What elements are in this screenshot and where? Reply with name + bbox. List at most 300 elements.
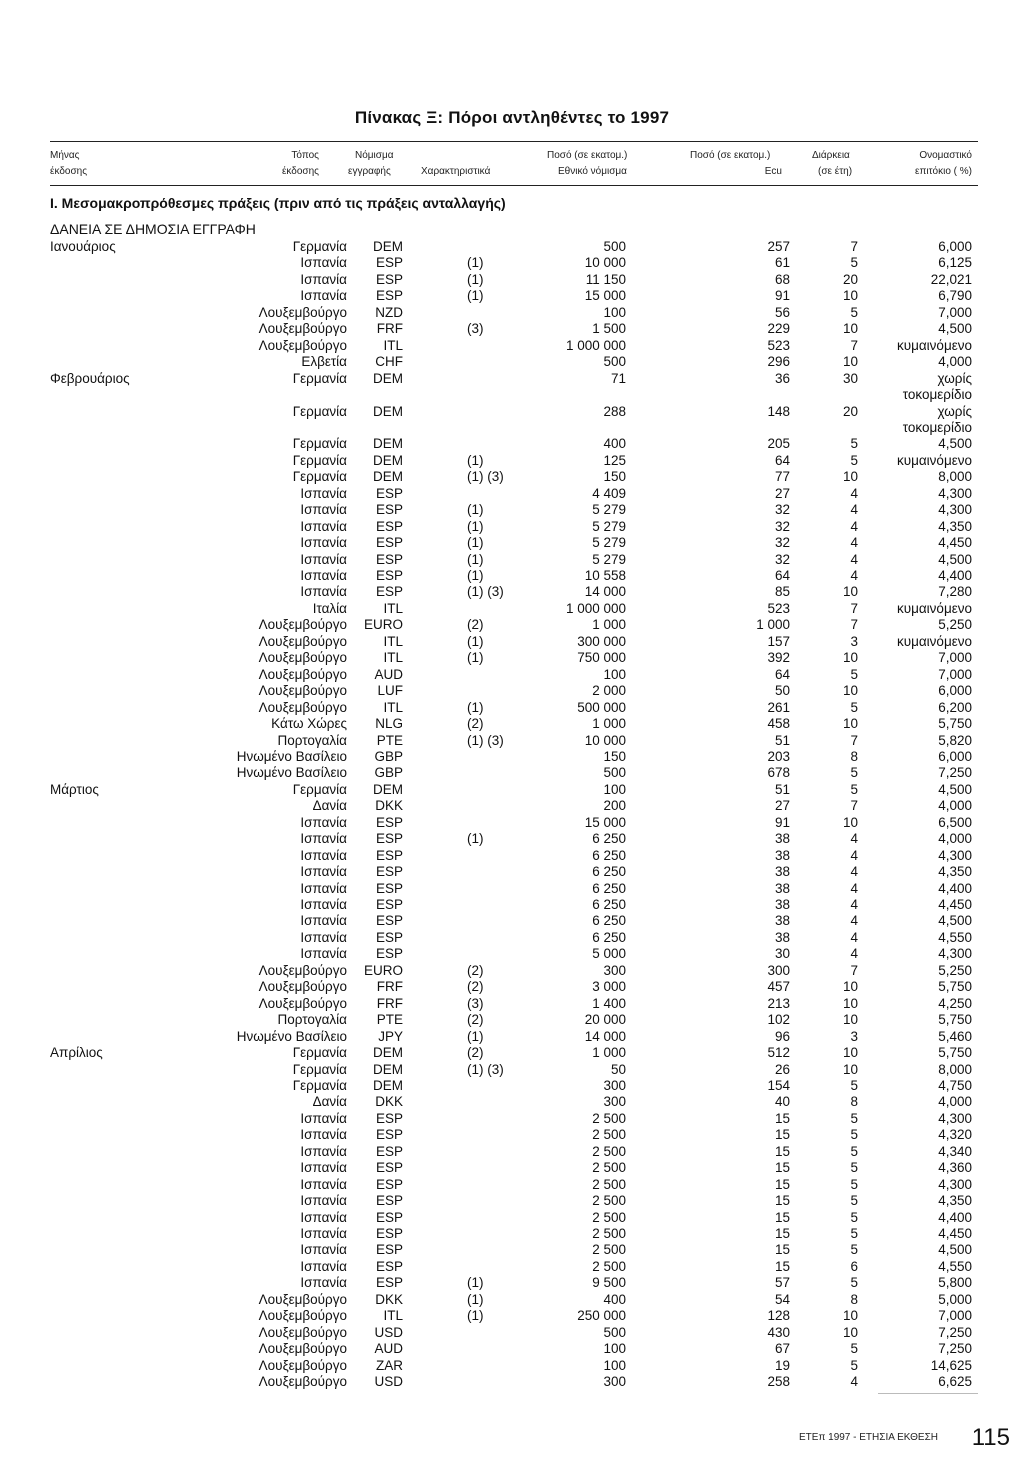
characteristics-cell: (1) bbox=[467, 1275, 484, 1291]
duration-cell: 5 bbox=[850, 1127, 858, 1143]
national-amount-cell: 500 bbox=[603, 239, 626, 254]
rate-cell: 4,450 bbox=[938, 897, 972, 912]
rate-cell: 5,750 bbox=[938, 716, 972, 732]
ecu-amount-cell: 38 bbox=[774, 929, 790, 945]
duration-cell: 8 bbox=[850, 1291, 858, 1307]
ecu-amount-cell: 523 bbox=[767, 337, 790, 353]
table-row bbox=[0, 453, 1024, 469]
characteristics-cell: (1) (3) bbox=[467, 732, 504, 748]
national-amount-cell: 300 000 bbox=[577, 633, 626, 649]
country-cell: Ισπανία bbox=[300, 814, 347, 830]
duration-cell: 7 bbox=[850, 239, 858, 254]
table-row bbox=[0, 913, 1024, 929]
rate-cell: 4,300 bbox=[938, 1110, 972, 1126]
rate-cell: 4,500 bbox=[938, 913, 972, 929]
currency-cell: ESP bbox=[375, 1110, 403, 1126]
currency-cell: DEM bbox=[373, 1045, 403, 1061]
duration-cell: 10 bbox=[842, 1308, 858, 1324]
currency-cell: ESP bbox=[375, 1160, 403, 1176]
characteristics-cell: (2) bbox=[467, 1012, 484, 1028]
characteristics-cell: (2) bbox=[467, 617, 484, 633]
characteristics-cell: (1) bbox=[467, 271, 484, 287]
national-amount-cell: 5 279 bbox=[592, 518, 626, 534]
country-cell: Ισπανία bbox=[300, 929, 347, 945]
national-amount-cell: 500 bbox=[603, 1324, 626, 1340]
currency-cell: ITL bbox=[383, 699, 403, 715]
currency-cell: DEM bbox=[373, 1077, 403, 1093]
duration-cell: 7 bbox=[850, 962, 858, 978]
rate-cell: 4,750 bbox=[938, 1077, 972, 1093]
duration-cell: 7 bbox=[850, 617, 858, 633]
country-cell: Ισπανία bbox=[300, 847, 347, 863]
national-amount-cell: 2 500 bbox=[592, 1176, 626, 1192]
national-amount-cell: 750 000 bbox=[577, 650, 626, 666]
currency-cell: ITL bbox=[383, 337, 403, 353]
currency-cell: DEM bbox=[373, 452, 403, 468]
currency-cell: ESP bbox=[375, 880, 403, 896]
rate-cell: 4,500 bbox=[938, 781, 972, 797]
national-amount-cell: 5 279 bbox=[592, 502, 626, 518]
table-row bbox=[0, 716, 1024, 732]
rate-cell: τοκομερίδιο bbox=[902, 387, 972, 403]
ecu-amount-cell: 38 bbox=[774, 913, 790, 929]
rate-cell: 4,550 bbox=[938, 1258, 972, 1274]
rate-cell: 8,000 bbox=[938, 1061, 972, 1077]
header-rate-1: Ονομαστικό bbox=[919, 150, 972, 161]
ecu-amount-cell: 51 bbox=[774, 732, 790, 748]
characteristics-cell: (1) bbox=[467, 551, 484, 567]
national-amount-cell: 2 500 bbox=[592, 1127, 626, 1143]
currency-cell: JPY bbox=[378, 1028, 403, 1044]
ecu-amount-cell: 15 bbox=[774, 1110, 790, 1126]
rate-cell: 4,400 bbox=[938, 1209, 972, 1225]
duration-cell: 8 bbox=[850, 748, 858, 764]
currency-cell: ITL bbox=[383, 1308, 403, 1324]
country-cell: Ισπανία bbox=[300, 502, 347, 518]
currency-cell: ITL bbox=[383, 600, 403, 616]
table-row bbox=[0, 420, 1024, 436]
currency-cell: DEM bbox=[373, 469, 403, 485]
duration-cell: 4 bbox=[850, 929, 858, 945]
currency-cell: EURO bbox=[363, 617, 403, 633]
ecu-amount-cell: 26 bbox=[774, 1061, 790, 1077]
duration-cell: 20 bbox=[842, 403, 858, 419]
currency-cell: CHF bbox=[375, 354, 403, 370]
table-row bbox=[0, 1094, 1024, 1110]
table-row bbox=[0, 584, 1024, 600]
ecu-amount-cell: 38 bbox=[774, 897, 790, 912]
rate-cell: τοκομερίδιο bbox=[902, 419, 972, 435]
duration-cell: 7 bbox=[850, 337, 858, 353]
country-cell: Γερμανία bbox=[292, 370, 347, 386]
country-cell: Λουξεμβούργο bbox=[258, 650, 347, 666]
characteristics-cell: (3) bbox=[467, 995, 484, 1011]
ecu-amount-cell: 64 bbox=[774, 568, 790, 583]
rate-cell: 4,360 bbox=[938, 1160, 972, 1176]
ecu-amount-cell: 91 bbox=[774, 814, 790, 830]
duration-cell: 10 bbox=[842, 650, 858, 666]
table-row bbox=[0, 1210, 1024, 1226]
currency-cell: LUF bbox=[377, 683, 403, 699]
table-row bbox=[0, 371, 1024, 387]
characteristics-cell: (1) bbox=[467, 699, 484, 715]
rate-cell: 4,300 bbox=[938, 502, 972, 518]
currency-cell: FRF bbox=[376, 979, 403, 995]
ecu-amount-cell: 128 bbox=[767, 1308, 790, 1324]
table-row bbox=[0, 436, 1024, 452]
table-row bbox=[0, 733, 1024, 749]
national-amount-cell: 6 250 bbox=[592, 913, 626, 929]
national-amount-cell: 1 000 000 bbox=[565, 337, 626, 353]
duration-cell: 10 bbox=[842, 716, 858, 732]
ecu-amount-cell: 15 bbox=[774, 1127, 790, 1143]
table-row bbox=[0, 1374, 1024, 1390]
country-cell: Γερμανία bbox=[292, 1077, 347, 1093]
national-amount-cell: 100 bbox=[603, 781, 626, 797]
duration-cell: 5 bbox=[850, 1143, 858, 1159]
national-amount-cell: 100 bbox=[603, 1341, 626, 1357]
table-row bbox=[0, 1012, 1024, 1028]
table-row bbox=[0, 996, 1024, 1012]
country-cell: Ισπανία bbox=[300, 1193, 347, 1209]
rate-cell: 5,000 bbox=[938, 1291, 972, 1307]
month-cell: Φεβρουάριος bbox=[50, 370, 130, 386]
characteristics-cell: (2) bbox=[467, 979, 484, 995]
currency-cell: PTE bbox=[376, 1012, 403, 1028]
table-row bbox=[0, 404, 1024, 420]
national-amount-cell: 6 250 bbox=[592, 897, 626, 912]
duration-cell: 4 bbox=[850, 897, 858, 912]
footer-text: ΕΤΕπ 1997 - ΕΤΗΣΙΑ ΕΚΘΕΣΗ bbox=[799, 1432, 938, 1443]
duration-cell: 10 bbox=[842, 979, 858, 995]
table-row bbox=[0, 519, 1024, 535]
national-amount-cell: 288 bbox=[603, 403, 626, 419]
ecu-amount-cell: 32 bbox=[774, 502, 790, 518]
national-amount-cell: 500 000 bbox=[577, 699, 626, 715]
rate-cell: 5,460 bbox=[938, 1028, 972, 1044]
currency-cell: GBP bbox=[374, 748, 403, 764]
duration-cell: 4 bbox=[850, 485, 858, 501]
country-cell: Ηνωμένο Βασίλειο bbox=[236, 748, 347, 764]
national-amount-cell: 10 558 bbox=[584, 568, 626, 583]
country-cell: Λουξεμβούργο bbox=[258, 617, 347, 633]
ecu-amount-cell: 68 bbox=[774, 271, 790, 287]
rate-cell: κυμαινόμενο bbox=[896, 337, 972, 353]
duration-cell: 5 bbox=[850, 304, 858, 320]
rate-cell: 7,250 bbox=[938, 1324, 972, 1340]
table-row bbox=[0, 1292, 1024, 1308]
header-place-1: Τόπος bbox=[291, 150, 319, 161]
currency-cell: ESP bbox=[375, 946, 403, 962]
rate-cell: 4,400 bbox=[938, 880, 972, 896]
duration-cell: 7 bbox=[850, 600, 858, 616]
duration-cell: 10 bbox=[842, 814, 858, 830]
table-row bbox=[0, 700, 1024, 716]
table-row bbox=[0, 601, 1024, 617]
rate-cell: 4,000 bbox=[938, 354, 972, 370]
table-row bbox=[0, 617, 1024, 633]
rate-cell: 7,250 bbox=[938, 765, 972, 781]
characteristics-cell: (1) bbox=[467, 1028, 484, 1044]
ecu-amount-cell: 57 bbox=[774, 1275, 790, 1291]
ecu-amount-cell: 457 bbox=[767, 979, 790, 995]
duration-cell: 10 bbox=[842, 1045, 858, 1061]
table-row bbox=[0, 1160, 1024, 1176]
table-row bbox=[0, 881, 1024, 897]
currency-cell: ESP bbox=[375, 518, 403, 534]
currency-cell: DKK bbox=[375, 1094, 403, 1110]
duration-cell: 10 bbox=[842, 354, 858, 370]
characteristics-cell: (1) (3) bbox=[467, 1061, 504, 1077]
country-cell: Ισπανία bbox=[300, 1143, 347, 1159]
table-row bbox=[0, 634, 1024, 650]
ecu-amount-cell: 678 bbox=[767, 765, 790, 781]
currency-cell: ESP bbox=[375, 1127, 403, 1143]
rate-cell: 4,300 bbox=[938, 946, 972, 962]
table-row bbox=[0, 486, 1024, 502]
national-amount-cell: 150 bbox=[603, 469, 626, 485]
rate-cell: 5,750 bbox=[938, 1045, 972, 1061]
ecu-amount-cell: 32 bbox=[774, 535, 790, 551]
currency-cell: ESP bbox=[375, 864, 403, 880]
ecu-amount-cell: 430 bbox=[767, 1324, 790, 1340]
national-amount-cell: 10 000 bbox=[584, 255, 626, 271]
header-month-2: έκδοσης bbox=[50, 166, 88, 177]
rate-cell: 6,625 bbox=[938, 1374, 972, 1390]
duration-cell: 4 bbox=[850, 551, 858, 567]
rate-cell: 4,350 bbox=[938, 1193, 972, 1209]
characteristics-cell: (1) bbox=[467, 831, 484, 847]
country-cell: Ισπανία bbox=[300, 1110, 347, 1126]
rate-cell: 7,280 bbox=[938, 584, 972, 600]
header-place-2: έκδοσης bbox=[281, 166, 319, 177]
ecu-amount-cell: 15 bbox=[774, 1209, 790, 1225]
duration-cell: 4 bbox=[850, 880, 858, 896]
table-row bbox=[0, 1144, 1024, 1160]
national-amount-cell: 6 250 bbox=[592, 880, 626, 896]
duration-cell: 7 bbox=[850, 798, 858, 814]
table-row bbox=[0, 979, 1024, 995]
ecu-amount-cell: 1 000 bbox=[756, 617, 790, 633]
table-row bbox=[0, 272, 1024, 288]
country-cell: Ισπανία bbox=[300, 584, 347, 600]
rate-cell: 6,125 bbox=[938, 255, 972, 271]
duration-cell: 5 bbox=[850, 1176, 858, 1192]
country-cell: Πορτογαλία bbox=[277, 1012, 347, 1028]
national-amount-cell: 2 500 bbox=[592, 1143, 626, 1159]
header-rate-2: επιτόκιο ( %) bbox=[915, 166, 972, 177]
duration-cell: 4 bbox=[850, 913, 858, 929]
country-cell: Ισπανία bbox=[300, 831, 347, 847]
rate-cell: 4,550 bbox=[938, 929, 972, 945]
national-amount-cell: 9 500 bbox=[592, 1275, 626, 1291]
ecu-amount-cell: 91 bbox=[774, 288, 790, 304]
currency-cell: DKK bbox=[375, 1291, 403, 1307]
table-row bbox=[0, 930, 1024, 946]
rate-cell: 8,000 bbox=[938, 469, 972, 485]
country-cell: Ισπανία bbox=[300, 485, 347, 501]
page-number: 115 bbox=[971, 1424, 1010, 1451]
table-row bbox=[0, 338, 1024, 354]
ecu-amount-cell: 458 bbox=[767, 716, 790, 732]
table-row bbox=[0, 1127, 1024, 1143]
ecu-amount-cell: 67 bbox=[774, 1341, 790, 1357]
table-row bbox=[0, 749, 1024, 765]
table-row bbox=[0, 1062, 1024, 1078]
currency-cell: DEM bbox=[373, 370, 403, 386]
country-cell: Γερμανία bbox=[292, 452, 347, 468]
header-month-1: Μήνας bbox=[50, 150, 80, 161]
table-row bbox=[0, 946, 1024, 962]
national-amount-cell: 4 409 bbox=[592, 485, 626, 501]
table-row bbox=[0, 848, 1024, 864]
rate-cell: κυμαινόμενο bbox=[896, 633, 972, 649]
duration-cell: 5 bbox=[850, 1160, 858, 1176]
currency-cell: USD bbox=[374, 1324, 403, 1340]
ecu-amount-cell: 102 bbox=[767, 1012, 790, 1028]
country-cell: Λουξεμβούργο bbox=[258, 337, 347, 353]
country-cell: Ελβετία bbox=[301, 354, 347, 370]
table-row bbox=[0, 1275, 1024, 1291]
duration-cell: 5 bbox=[850, 1226, 858, 1241]
rate-cell: 4,300 bbox=[938, 485, 972, 501]
table-row bbox=[0, 469, 1024, 485]
country-cell: Λουξεμβούργο bbox=[258, 979, 347, 995]
ecu-amount-cell: 523 bbox=[767, 600, 790, 616]
table-row bbox=[0, 798, 1024, 814]
country-cell: Ισπανία bbox=[300, 1226, 347, 1241]
national-amount-cell: 125 bbox=[603, 452, 626, 468]
country-cell: Γερμανία bbox=[292, 239, 347, 254]
ecu-amount-cell: 36 bbox=[774, 370, 790, 386]
duration-cell: 4 bbox=[850, 831, 858, 847]
national-amount-cell: 6 250 bbox=[592, 847, 626, 863]
duration-cell: 4 bbox=[850, 502, 858, 518]
national-amount-cell: 11 150 bbox=[585, 271, 626, 287]
national-amount-cell: 5 279 bbox=[592, 535, 626, 551]
duration-cell: 7 bbox=[850, 732, 858, 748]
national-amount-cell: 10 000 bbox=[584, 732, 626, 748]
table-row bbox=[0, 305, 1024, 321]
national-amount-cell: 2 500 bbox=[592, 1242, 626, 1258]
header-ecu-1: Ποσό (σε εκατομ.) bbox=[690, 150, 771, 161]
national-amount-cell: 14 000 bbox=[584, 584, 626, 600]
duration-cell: 6 bbox=[850, 1258, 858, 1274]
rate-cell: 4,000 bbox=[938, 831, 972, 847]
ecu-amount-cell: 56 bbox=[774, 304, 790, 320]
country-cell: Λουξεμβούργο bbox=[258, 962, 347, 978]
duration-cell: 5 bbox=[850, 1209, 858, 1225]
duration-cell: 3 bbox=[850, 1028, 858, 1044]
rate-cell: 5,750 bbox=[938, 979, 972, 995]
country-cell: Ισπανία bbox=[300, 518, 347, 534]
duration-cell: 10 bbox=[842, 469, 858, 485]
national-amount-cell: 500 bbox=[603, 765, 626, 781]
country-cell: Ηνωμένο Βασίλειο bbox=[236, 765, 347, 781]
rate-cell: 5,750 bbox=[938, 1012, 972, 1028]
header-ecu-2: Ecu bbox=[764, 166, 782, 177]
country-cell: Ιταλία bbox=[312, 600, 347, 616]
rate-cell: 14,625 bbox=[930, 1357, 972, 1373]
ecu-amount-cell: 61 bbox=[774, 255, 790, 271]
table-row bbox=[0, 963, 1024, 979]
country-cell: Λουξεμβούργο bbox=[258, 699, 347, 715]
national-amount-cell: 3 000 bbox=[592, 979, 626, 995]
national-amount-cell: 20 000 bbox=[584, 1012, 626, 1028]
rate-cell: 7,000 bbox=[938, 666, 972, 682]
country-cell: Λουξεμβούργο bbox=[258, 666, 347, 682]
characteristics-cell: (1) (3) bbox=[467, 469, 504, 485]
national-amount-cell: 300 bbox=[603, 1094, 626, 1110]
ecu-amount-cell: 229 bbox=[767, 321, 790, 337]
duration-cell: 5 bbox=[850, 1242, 858, 1258]
currency-cell: ESP bbox=[375, 288, 403, 304]
currency-cell: ESP bbox=[375, 1193, 403, 1209]
national-amount-cell: 14 000 bbox=[584, 1028, 626, 1044]
characteristics-cell: (1) bbox=[467, 518, 484, 534]
duration-cell: 5 bbox=[850, 1275, 858, 1291]
ecu-amount-cell: 148 bbox=[767, 403, 790, 419]
duration-cell: 10 bbox=[842, 1012, 858, 1028]
country-cell: Λουξεμβούργο bbox=[258, 1341, 347, 1357]
rate-cell: 4,000 bbox=[938, 798, 972, 814]
national-amount-cell: 15 000 bbox=[584, 814, 626, 830]
ecu-amount-cell: 300 bbox=[767, 962, 790, 978]
country-cell: Δανία bbox=[312, 798, 347, 814]
table-row bbox=[0, 1341, 1024, 1357]
rate-cell: 5,250 bbox=[938, 617, 972, 633]
duration-cell: 5 bbox=[850, 1110, 858, 1126]
country-cell: Λουξεμβούργο bbox=[258, 1324, 347, 1340]
national-amount-cell: 5 000 bbox=[592, 946, 626, 962]
rate-cell: 7,000 bbox=[938, 1308, 972, 1324]
rate-cell: 4,500 bbox=[938, 1242, 972, 1258]
country-cell: Γερμανία bbox=[292, 403, 347, 419]
country-cell: Ισπανία bbox=[300, 288, 347, 304]
ecu-amount-cell: 392 bbox=[767, 650, 790, 666]
rate-cell: 6,000 bbox=[938, 748, 972, 764]
ecu-amount-cell: 15 bbox=[774, 1258, 790, 1274]
ecu-amount-cell: 85 bbox=[774, 584, 790, 600]
duration-cell: 5 bbox=[850, 1077, 858, 1093]
ecu-amount-cell: 30 bbox=[774, 946, 790, 962]
country-cell: Ισπανία bbox=[300, 864, 347, 880]
currency-cell: ESP bbox=[375, 255, 403, 271]
ecu-amount-cell: 19 bbox=[774, 1357, 790, 1373]
rate-cell: 4,450 bbox=[938, 535, 972, 551]
characteristics-cell: (1) (3) bbox=[467, 584, 504, 600]
currency-cell: AUD bbox=[374, 666, 403, 682]
table-row bbox=[0, 1308, 1024, 1324]
currency-cell: PTE bbox=[376, 732, 403, 748]
rate-cell: 6,000 bbox=[938, 683, 972, 699]
currency-cell: ESP bbox=[375, 913, 403, 929]
currency-cell: ESP bbox=[375, 1226, 403, 1241]
currency-cell: ZAR bbox=[376, 1357, 403, 1373]
table-row bbox=[0, 321, 1024, 337]
national-amount-cell: 71 bbox=[610, 370, 626, 386]
national-amount-cell: 2 500 bbox=[592, 1209, 626, 1225]
country-cell: Δανία bbox=[312, 1094, 347, 1110]
currency-cell: ITL bbox=[383, 650, 403, 666]
currency-cell: AUD bbox=[374, 1341, 403, 1357]
currency-cell: ESP bbox=[375, 502, 403, 518]
duration-cell: 5 bbox=[850, 1357, 858, 1373]
rate-cell: 4,450 bbox=[938, 1226, 972, 1241]
ecu-amount-cell: 54 bbox=[774, 1291, 790, 1307]
country-cell: Λουξεμβούργο bbox=[258, 995, 347, 1011]
characteristics-cell: (1) bbox=[467, 255, 484, 271]
